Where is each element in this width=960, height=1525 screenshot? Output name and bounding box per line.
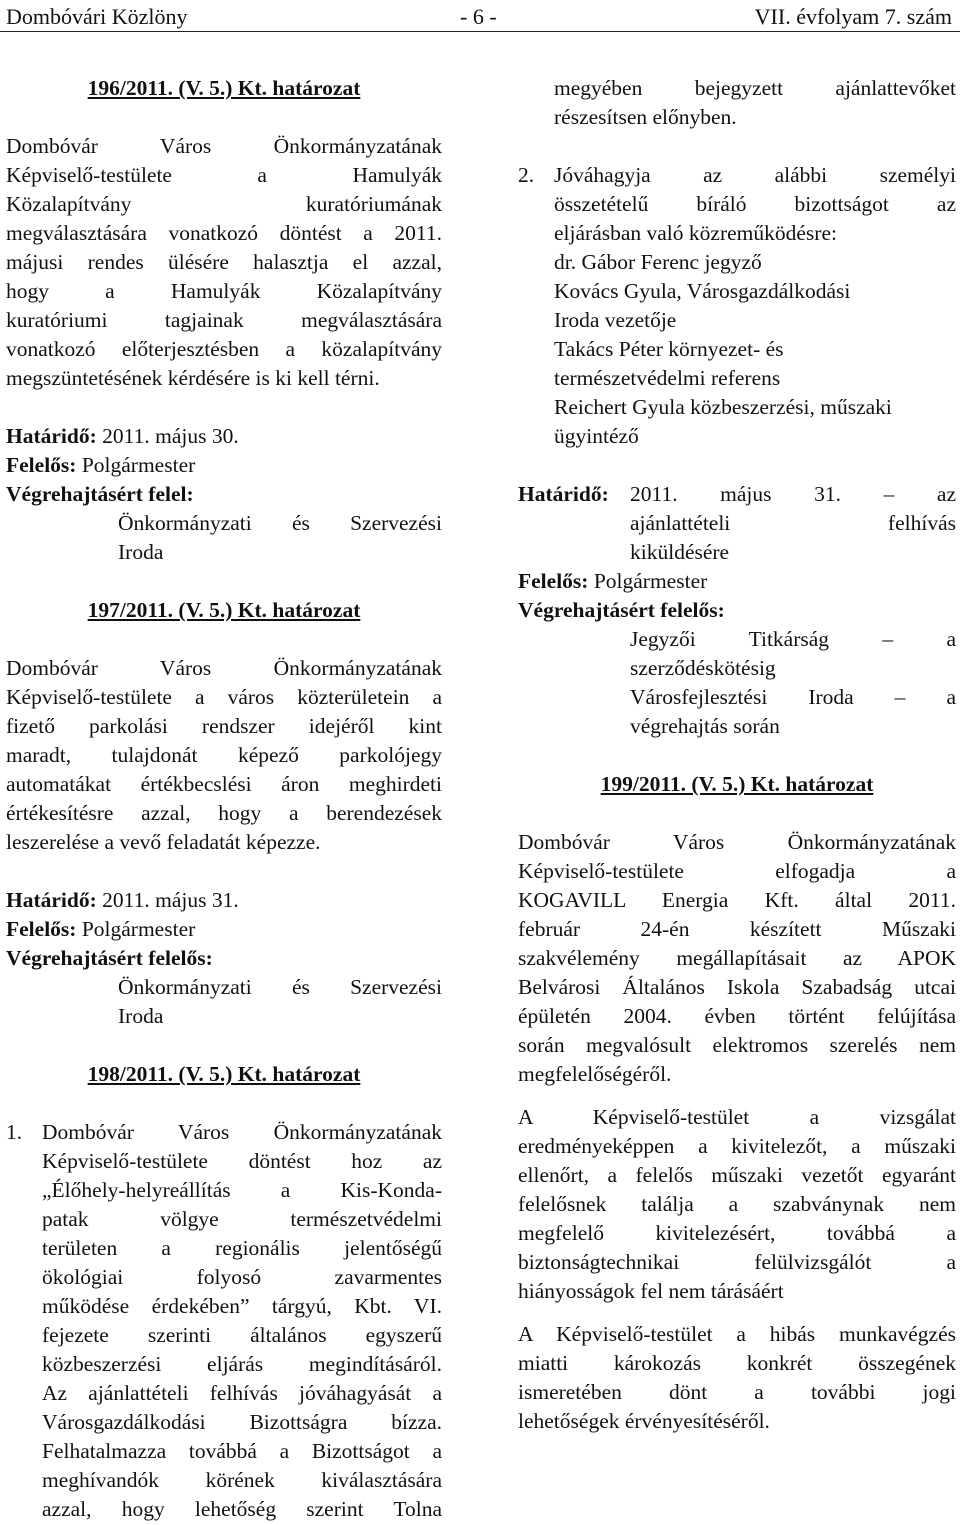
text-line: hiányosságok fel nem tárásáért <box>518 1279 784 1303</box>
execution-label <box>6 944 442 973</box>
text-line: február 24-én készített Műszaki <box>518 917 956 941</box>
responsible-label: Felelős: <box>518 569 589 593</box>
resolution-199-paragraph-3 <box>518 1320 956 1436</box>
text-line: Közalapítvány kuratóriumának <box>6 192 442 216</box>
text-line: A Képviselő-testület a hibás munkavégzés <box>518 1322 956 1346</box>
execution-value: szerződéskötésig <box>630 656 776 680</box>
committee-member: természetvédelmi referens <box>554 366 781 390</box>
text-line: összetételű bíráló bizottságot az <box>554 192 956 216</box>
text-line: megyében bejegyzett ajánlattevőket <box>554 76 956 100</box>
execution-value: Önkormányzati és Szervezési <box>118 511 442 535</box>
text-line: megszüntetésének kérdésére is ki kell térni. <box>6 366 380 390</box>
responsible-line <box>518 567 956 596</box>
resolution-199-paragraph-1 <box>518 828 956 1089</box>
text-line: lehetőségek érvényesítéséről. <box>518 1409 770 1433</box>
page-header <box>0 0 960 34</box>
text-line: Felhatalmazza továbbá a Bizottságot a <box>42 1439 442 1463</box>
execution-value: Jegyzői Titkárság – a <box>630 627 956 651</box>
text-line: Képviselő-testülete elfogadja a <box>518 859 956 883</box>
committee-member: Reichert Gyula közbeszerzési, műszaki <box>554 395 892 419</box>
item-number: 1. <box>6 1120 23 1144</box>
resolution-198-item-2 <box>518 161 956 451</box>
header-rule <box>0 31 960 32</box>
text-line: meghívandók körének kiválasztására <box>42 1468 442 1492</box>
text-line: közbeszerzési eljárás megindításáról. <box>42 1352 442 1376</box>
text-line: ismeretében dönt a további jogi <box>518 1380 956 1404</box>
resolution-198-title: 198/2011. (V. 5.) Kt. határozat <box>87 1062 361 1086</box>
committee-member: Iroda vezetője <box>554 308 677 332</box>
text-line: Képviselő-testülete a város közterületein a <box>6 685 442 709</box>
text-line: eljárásban való közreműködésre: <box>554 221 837 245</box>
text-line: Képviselő-testülete a Hamulyák <box>6 163 442 187</box>
text-line: A Képviselő-testület a vizsgálat <box>518 1105 956 1129</box>
text-line: hogy a Hamulyák Közalapítvány <box>6 279 442 303</box>
text-line: fejezete szerinti általános egyszerű <box>42 1323 442 1347</box>
header-publication-title: Dombóvári Közlöny <box>6 4 188 29</box>
header-volume-issue: VII. évfolyam 7. szám <box>754 4 952 29</box>
execution-label <box>6 480 442 509</box>
resolution-196-meta <box>6 422 442 567</box>
text-line: KOGAVILL Energia Kft. által 2011. <box>518 888 956 912</box>
text-line: Városgazdálkodási Bizottságra bízza. <box>42 1410 442 1434</box>
responsible-value: Polgármester <box>593 569 708 593</box>
resolution-198-meta <box>518 480 956 741</box>
text-line: működése érdekében” tárgyú, Kbt. VI. <box>42 1294 442 1318</box>
text-line: miatti károkozás konkrét összegének <box>518 1351 956 1375</box>
text-line: Belvárosi Általános Iskola Szabadság utcai <box>518 975 956 999</box>
resolution-198-item-1 <box>6 1118 442 1524</box>
text-line: épületén 2004. évben történt felújítása <box>518 1004 956 1028</box>
text-line: fizető parkolási rendszer idejéről kint <box>6 714 442 738</box>
text-line: kuratóriumi tagjainak megválasztására <box>6 308 442 332</box>
text-line: megválasztására vonatkozó döntést a 2011. <box>6 221 442 245</box>
deadline-label: Határidő: <box>6 424 97 448</box>
text-line: részesítsen előnyben. <box>554 105 737 129</box>
execution-value: végrehajtás során <box>630 714 780 738</box>
resolution-196-body <box>6 132 442 393</box>
item-number: 2. <box>518 163 535 187</box>
text-line: patak völgye természetvédelmi <box>42 1207 442 1231</box>
responsible-value: Polgármester <box>81 917 196 941</box>
execution-label-text: Végrehajtásért felelős: <box>518 598 725 622</box>
execution-value: Városfejlesztési Iroda – a <box>630 685 956 709</box>
execution-label-text: Végrehajtásért felel: <box>6 482 194 506</box>
text-line: megfelelőségéről. <box>518 1062 672 1086</box>
text-line: Képviselő-testülete döntést hoz az <box>42 1149 442 1173</box>
text-line: „Élőhely-helyreállítás a Kis-Konda- <box>42 1178 442 1202</box>
text-line: ellenőrt, a felelős műszaki vezetőt egyaránt <box>518 1163 956 1187</box>
text-line: Dombóvár Város Önkormányzatának <box>6 656 442 680</box>
text-line: Jóváhagyja az alábbi személyi <box>554 163 956 187</box>
deadline-value: 2011. május 31. <box>102 888 239 912</box>
deadline-value: 2011. május 31. – az <box>630 482 956 506</box>
resolution-197-body <box>6 654 442 857</box>
deadline-label: Határidő: <box>518 482 609 506</box>
text-line: Az ajánlattételi felhívás jóváhagyását a <box>42 1381 442 1405</box>
text-line: során megvalósult elektromos szerelés nem <box>518 1033 956 1057</box>
text-line: májusi rendes ülésére halasztja el azzal, <box>6 250 442 274</box>
text-line: ökológiai folyosó zavarmentes <box>42 1265 442 1289</box>
text-line: Dombóvár Város Önkormányzatának <box>6 134 442 158</box>
text-line: leszerelése a vevő feladatát képezze. <box>6 830 321 854</box>
responsible-value: Polgármester <box>81 453 196 477</box>
resolution-196-title: 196/2011. (V. 5.) Kt. határozat <box>87 76 361 100</box>
committee-member: Kovács Gyula, Városgazdálkodási <box>554 279 851 303</box>
execution-label <box>518 596 956 625</box>
deadline-value: 2011. május 30. <box>102 424 239 448</box>
text-line: automatákat értékbecslési áron meghirdeti <box>6 772 442 796</box>
execution-value: Iroda <box>118 1004 164 1028</box>
text-line: maradt, tulajdonát képező parkolójegy <box>6 743 442 767</box>
responsible-label: Felelős: <box>6 453 77 477</box>
text-line: eredményeképpen a kivitelezőt, a műszaki <box>518 1134 956 1158</box>
execution-label-text: Végrehajtásért felelős: <box>6 946 213 970</box>
deadline-line <box>518 480 956 509</box>
responsible-line <box>6 451 442 480</box>
text-line: területen a regionális jelentőségű <box>42 1236 442 1260</box>
deadline-label: Határidő: <box>6 888 97 912</box>
resolution-198-item-1-continued <box>518 74 956 132</box>
text-line: megfelelő kivitelezésért, továbbá a <box>518 1221 956 1245</box>
deadline-value: ajánlattételi felhívás <box>630 511 956 535</box>
text-line: biztonságtechnikai felülvizsgálót a <box>518 1250 956 1274</box>
resolution-199-title: 199/2011. (V. 5.) Kt. határozat <box>600 772 874 796</box>
deadline-value: kiküldésére <box>630 540 730 564</box>
text-line: szakvélemény megállapításait az APOK <box>518 946 956 970</box>
resolution-197-title: 197/2011. (V. 5.) Kt. határozat <box>87 598 361 622</box>
execution-value: Iroda <box>118 540 164 564</box>
text-line: felelősnek találja a szabványnak nem <box>518 1192 956 1216</box>
committee-member: ügyintéző <box>554 424 639 448</box>
deadline-line <box>6 422 442 451</box>
committee-member: dr. Gábor Ferenc jegyző <box>554 250 762 274</box>
text-line: azzal, hogy lehetőség szerint Tolna <box>42 1497 442 1521</box>
execution-value: Önkormányzati és Szervezési <box>118 975 442 999</box>
responsible-line <box>6 915 442 944</box>
committee-member: Takács Péter környezet- és <box>554 337 784 361</box>
text-line: vonatkozó előterjesztésben a közalapítvány <box>6 337 442 361</box>
text-line: Dombóvár Város Önkormányzatának <box>42 1120 442 1144</box>
deadline-line <box>6 886 442 915</box>
header-page-number: - 6 - <box>460 4 497 29</box>
resolution-199-paragraph-2 <box>518 1103 956 1306</box>
resolution-197-meta <box>6 886 442 1031</box>
responsible-label: Felelős: <box>6 917 77 941</box>
left-column <box>6 74 442 1524</box>
text-line: értékesítésre azzal, hogy a berendezések <box>6 801 442 825</box>
text-line: Dombóvár Város Önkormányzatának <box>518 830 956 854</box>
right-column <box>518 74 956 1436</box>
